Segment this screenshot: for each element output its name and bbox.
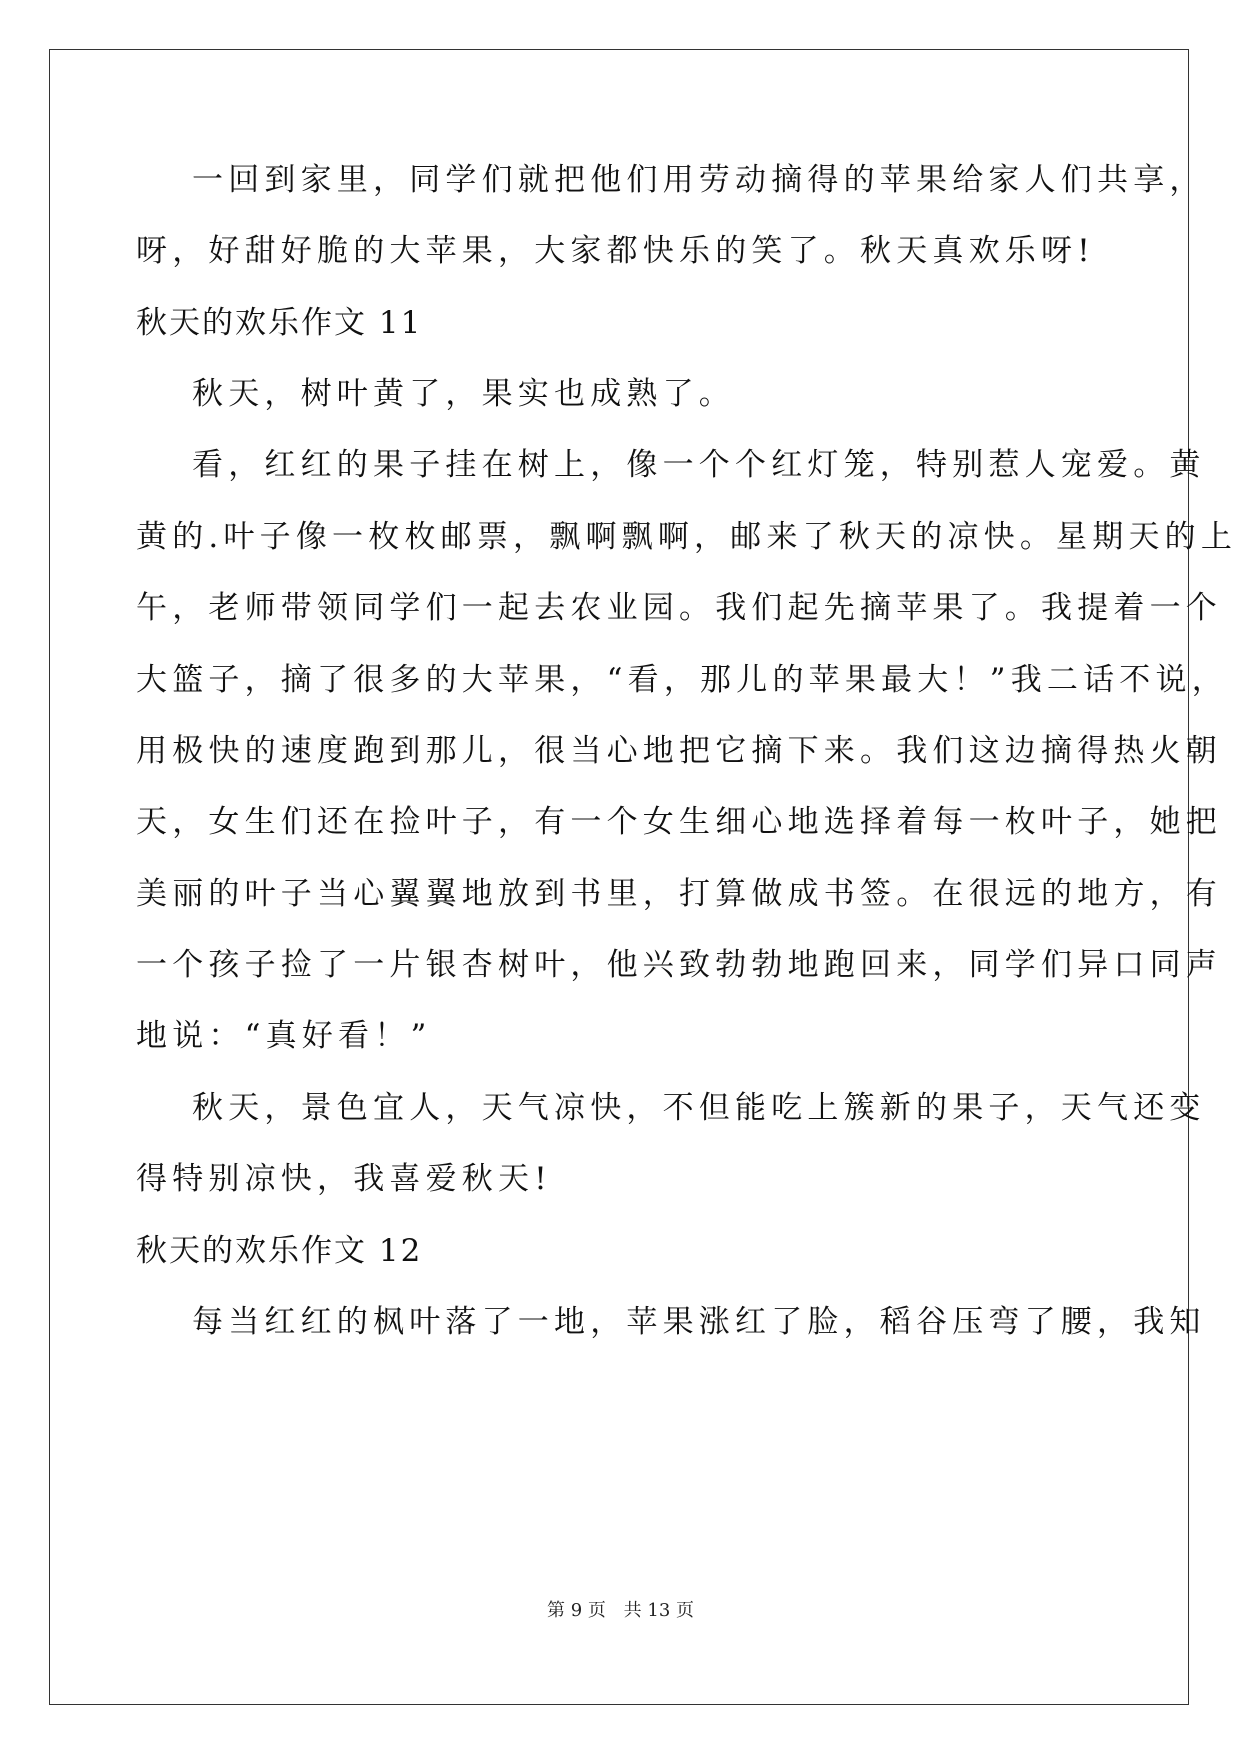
paragraph-line: 一回到家里，同学们就把他们用劳动摘得的苹果给家人们共享，	[192, 162, 1206, 198]
paragraph-line: 秋天，景色宜人，天气凉快，不但能吃上簇新的果子，天气还变	[192, 1090, 1206, 1126]
paragraph-line: 黄的.叶子像一枚枚邮票，飘啊飘啊，邮来了秋天的凉快。星期天的上	[136, 519, 1238, 555]
paragraph-line: 大篮子，摘了很多的大苹果，“看，那儿的苹果最大！”我二话不说，	[136, 662, 1228, 698]
paragraph-line: 美丽的叶子当心翼翼地放到书里，打算做成书签。在很远的地方，有	[136, 876, 1222, 912]
paragraph-line: 午，老师带领同学们一起去农业园。我们起先摘苹果了。我提着一个	[136, 590, 1222, 626]
paragraph-line: 呀，好甜好脆的大苹果，大家都快乐的笑了。秋天真欢乐呀!	[136, 233, 1095, 269]
paragraph-line: 一个孩子捡了一片银杏树叶，他兴致勃勃地跑回来，同学们异口同声	[136, 947, 1222, 983]
paragraph-line: 天，女生们还在捡叶子，有一个女生细心地选择着每一枚叶子，她把	[136, 804, 1222, 840]
section-heading: 秋天的欢乐作文 12	[136, 1233, 423, 1269]
page-footer	[0, 1596, 1241, 1622]
paragraph-line: 用极快的速度跑到那儿，很当心地把它摘下来。我们这边摘得热火朝	[136, 733, 1222, 769]
page-number: 第 9 页	[547, 1600, 606, 1621]
paragraph-line: 看，红红的果子挂在树上，像一个个红灯笼，特别惹人宠爱。黄	[192, 447, 1206, 483]
page-total: 共 13 页	[623, 1600, 694, 1621]
paragraph-line: 每当红红的枫叶落了一地，苹果涨红了脸，稻谷压弯了腰，我知	[192, 1304, 1206, 1340]
section-heading: 秋天的欢乐作文 11	[136, 305, 423, 341]
paragraph-line: 地说：“真好看！”	[136, 1018, 432, 1054]
paragraph-line: 秋天，树叶黄了，果实也成熟了。	[192, 376, 735, 412]
paragraph-line: 得特别凉快，我喜爱秋天!	[136, 1161, 552, 1197]
